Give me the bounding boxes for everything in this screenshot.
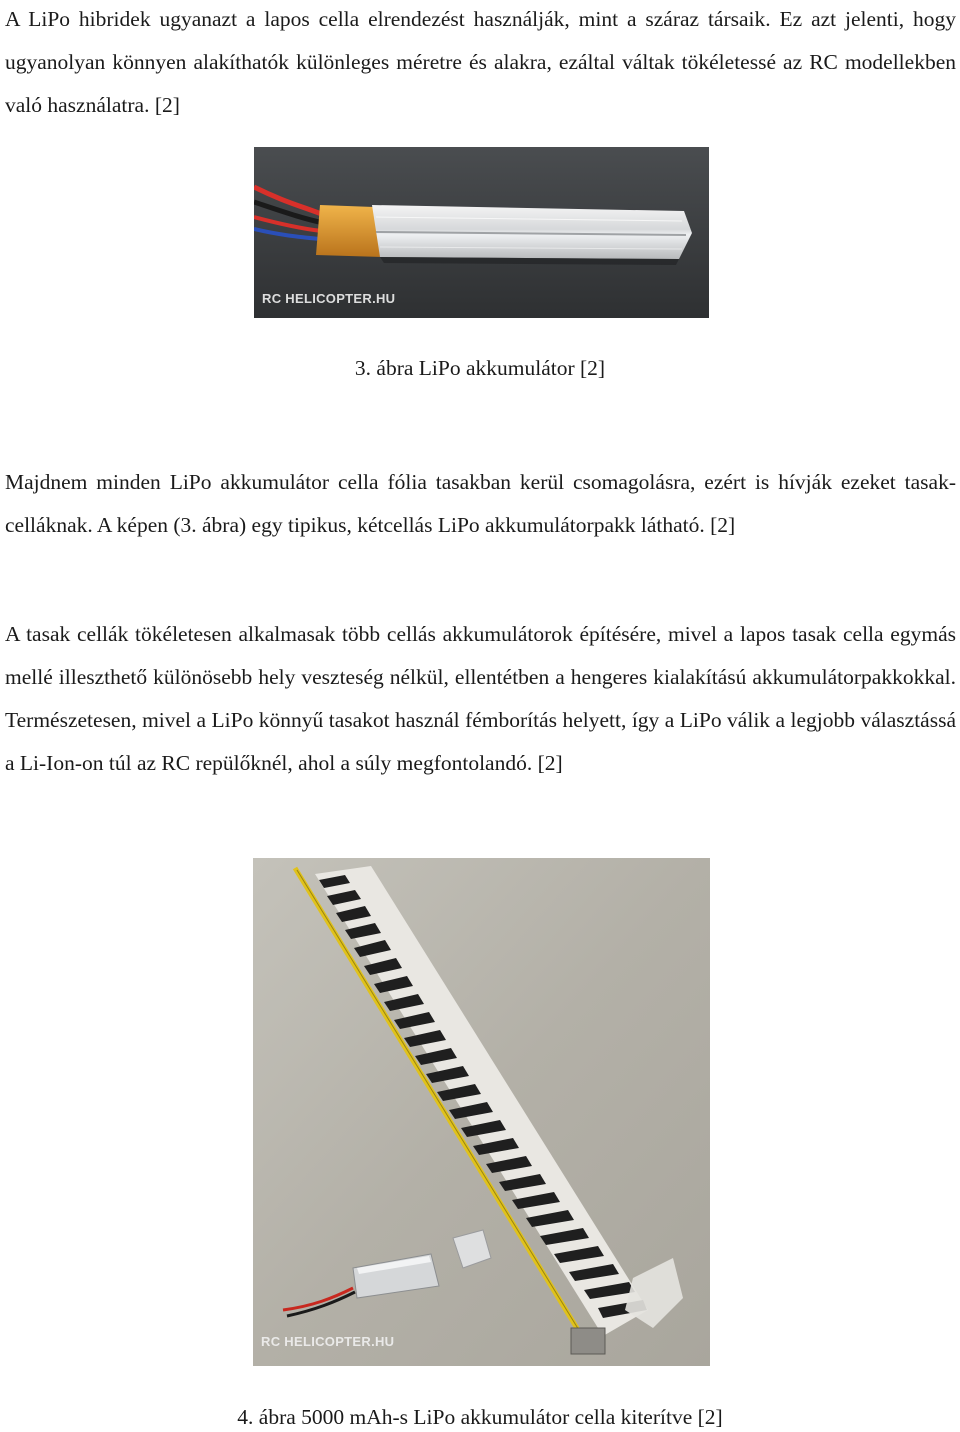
unrolled-cell-illustration (253, 858, 710, 1366)
watermark: RC HELICOPTER.HU (262, 291, 396, 306)
paragraph-multi-cell: A tasak cellák tökéletesen alkalmasak több cellás akkumulátorok építésére, mivel a lapos tasak cella egymás mellé illeszthető különösebb hely veszteség nélkül, ellentétben a hengeres kialakítású akkumulátorpakkokkal. Természetesen, mivel a LiPo könnyű tasakot használ fémborítás helyett, így a LiPo válik a legjobb választássá a Li-Ion-on túl az RC repülőknél, ahol a súly megfontolandó. [2] (5, 622, 956, 775)
tape-case (571, 1328, 605, 1354)
paragraph-intro: A LiPo hibridek ugyanazt a lapos cella elrendezést használják, mint a száraz társaik. Ez azt jelenti, hogy ugyanolyan könnyen alakíthatók különleges méretre és alakra, ezáltal váltak tökéletessé az RC modellekben való használatra. [2] (5, 7, 956, 117)
lipo-battery-photo (254, 147, 709, 318)
figure-4-caption: 4. ábra 5000 mAh-s LiPo akkumulátor cella kiterítve [2] (237, 1405, 723, 1429)
watermark: RC HELICOPTER.HU (261, 1334, 395, 1349)
figure-3-caption: 3. ábra LiPo akkumulátor [2] (354, 356, 606, 380)
paragraph-pouch-cells: Majdnem minden LiPo akkumulátor cella fólia tasakban kerül csomagolásra, ezért is hívják ezeket tasak-celláknak. A képen (3. ábra) egy tipikus, kétcellás LiPo akkumulátorpakk látható. [2] (5, 470, 956, 537)
unrolled-lipo-cell-photo (253, 858, 710, 1366)
